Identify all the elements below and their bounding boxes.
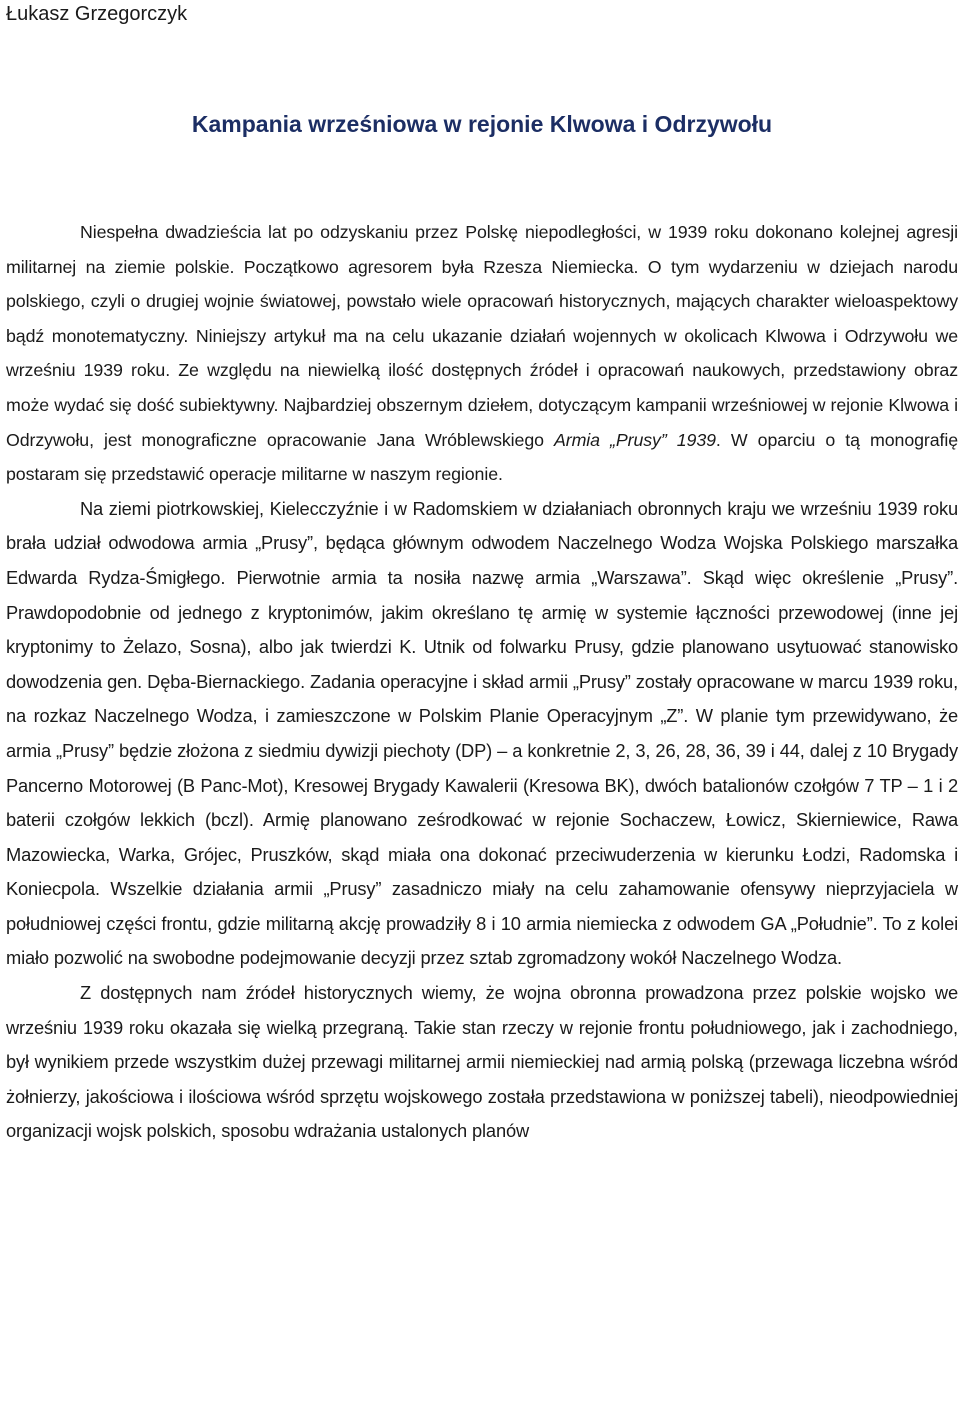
author-name: Łukasz Grzegorczyk [6,3,188,25]
document-body [6,215,958,1149]
paragraph-1-tail: . W oparciu o tą monografię postaram się przedstawić operacje militarne w naszym regionie. [6,429,958,485]
paragraph-2: Na ziemi piotrkowskiej, Kielecczyźnie i w Radomskiem w działaniach obronnych kraju we wrześniu 1939 roku brała udział odwodowa armia „Prusy”, będąca głównym odwodem Naczelnego Wodza Wojska Polskiego marszałka Edwarda Rydza-Śmigłego. Pierwotnie armia ta nosiła nazwę armia „Warszawa”. Skąd więc określenie „Prusy”. Prawdopodobnie od jednego z kryptonimów, jakim określano tę armię w systemie łączności przewodowej (inne jej kryptonimy to Żelazo, Sosna), albo jak twierdzi K. Utnik od folwarku Prusy, gdzie planowano usytuować stanowisko dowodzenia gen. Dęba-Biernackiego. Zadania operacyjne i skład armii „Prusy” zostały opracowane w marcu 1939 roku, na rozkaz Naczelnego Wodza, i zamieszczone w Polskim Planie Operacyjnym „Z”. W planie tym przewidywano, że armia „Prusy” będzie złożona z siedmiu dywizji piechoty (DP) – a konkretnie 2, 3, 26, 28, 36, 39 i 44, dalej z 10 Brygady Pancerno Motorowej (B Panc-Mot), Kresowej Brygady Kawalerii (Kresowa BK), dwóch batalionów czołgów 7 TP – 1 i 2 baterii czołgów lekkich (bczl). Armię planowano ześrodkować w rejonie Sochaczew, Łowicz, Skierniewice, Rawa Mazowiecka, Warka, Grójec, Pruszków, skąd miała ona dokonać przeciwuderzenia w kierunku Łodzi, Radomska i Koniecpola. Wszelkie działania armii „Prusy” zasadniczo miały na celu zahamowanie ofensywy nieprzyjaciela w południowej części frontu, gdzie militarną akcję prowadziły 8 i 10 armia niemiecka z odwodem GA „Południe”. To z kolei miało pozwolić na swobodne podejmowanie decyzji przez sztab zgromadzony wokół Naczelnego Wodza. [6,497,958,969]
book-title-italic: Armia „Prusy” 1939 [554,429,716,450]
paragraph-1-text: Niespełna dwadzieścia lat po odzyskaniu przez Polskę niepodległości, w 1939 roku dokonano kolejnej agresji militarnej na ziemie polskie. Początkowo agresorem była Rzesza Niemiecka. O tym wydarzeniu w dziejach narodu polskiego, czyli o drugiej wojnie światowej, powstało wiele opracowań historycznych, mających charakter wieloaspektowy bądź monotematyczny. Niniejszy artykuł ma na celu ukazanie działań wojennych w okolicach Klwowa i Odrzywołu we wrześniu 1939 roku. Ze względu na niewielką ilość dostępnych źródeł i opracowań naukowych, przedstawiony obraz może wydać się dość subiektywny. Najbardziej obszernym dziełem, dotyczącym kampanii wrześniowej w rejonie Klwowa i Odrzywołu, jest monograficzne opracowanie Jana Wróblewskiego [6,222,958,450]
document-title: Kampania wrześniowa w rejonie Klwowa i Odrzywołu [191,111,773,137]
paragraph-1 [6,215,958,492]
paragraph-3: Z dostępnych nam źródeł historycznych wiemy, że wojna obronna prowadzona przez polskie wojsko we wrześniu 1939 roku okazała się wielką przegraną. Takie stan rzeczy w rejonie frontu południowego, jak i zachodniego, był wynikiem przede wszystkim dużej przewagi militarnej armii niemieckiej nad armią polską (przewaga liczebna wśród żołnierzy, jakościowa i ilościowa wśród sprzętu wojskowego została przedstawiona w poniższej tabeli), nieodpowiedniej organizacji wojsk polskich, sposobu wdrażania ustalonych planów [6,982,958,1142]
